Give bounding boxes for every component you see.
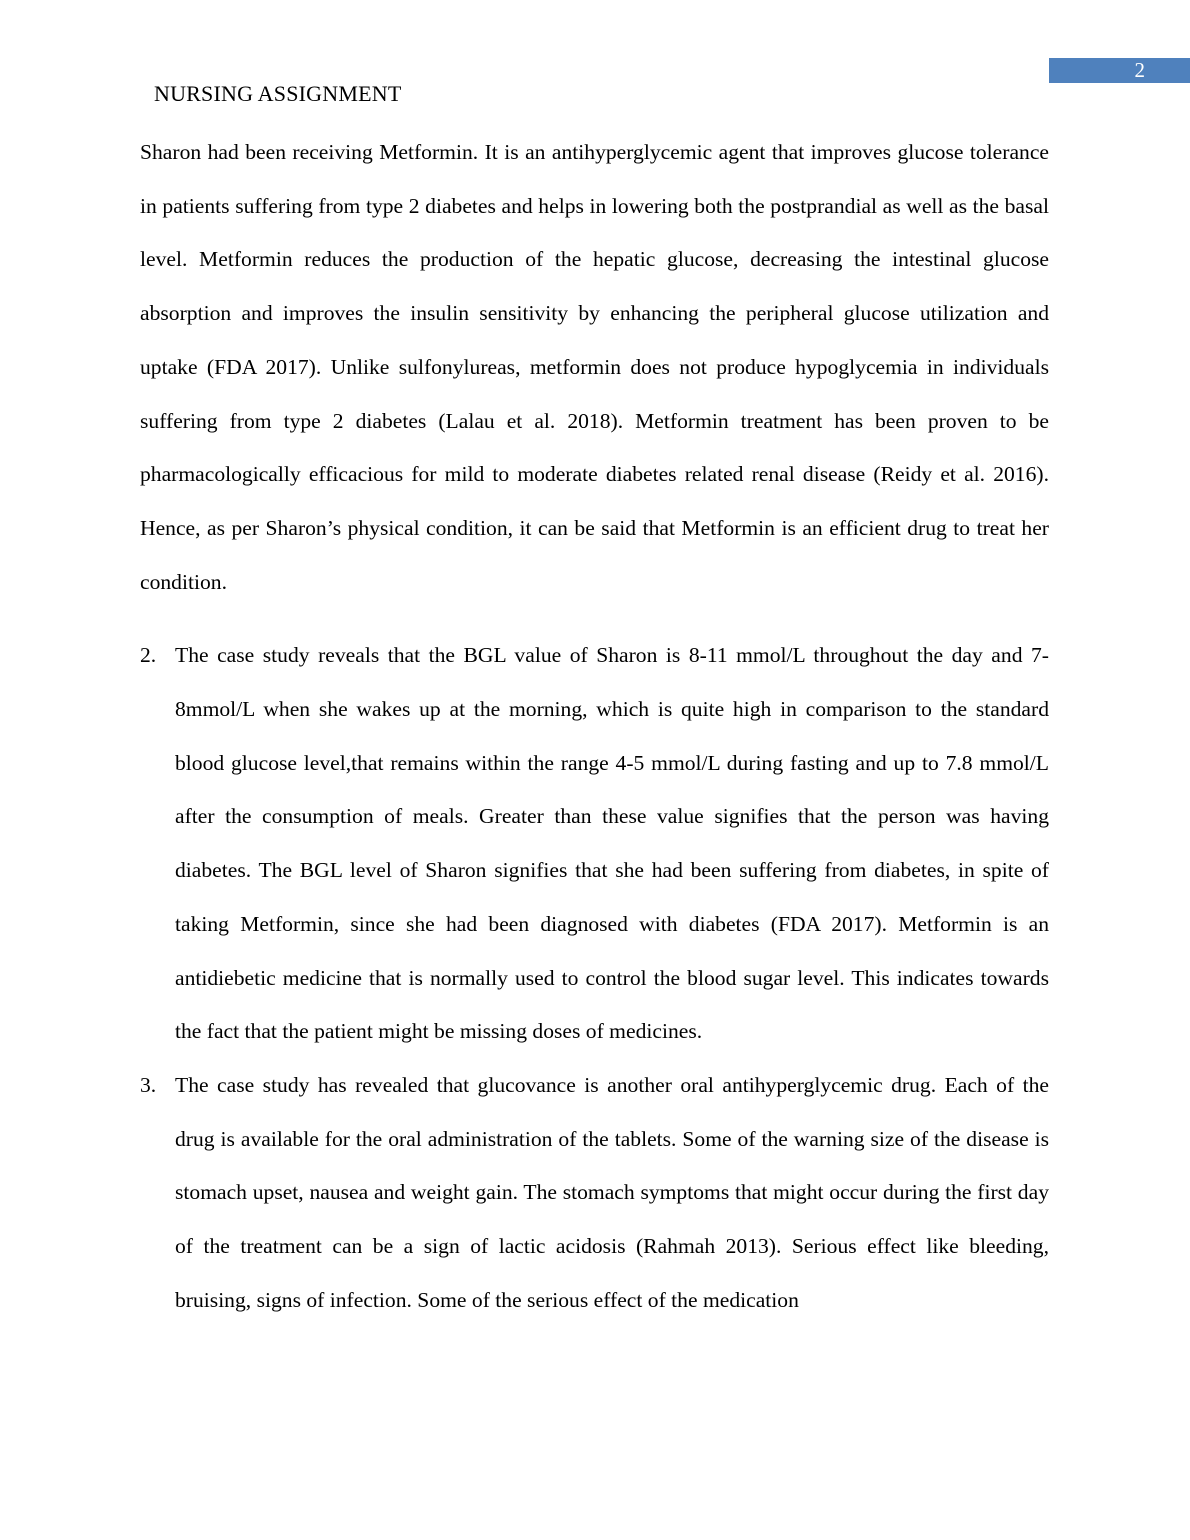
- list-item-number: 3.: [140, 1072, 157, 1097]
- document-body: [140, 126, 1049, 1327]
- list-item: [140, 1059, 1049, 1328]
- body-paragraph: Sharon had been receiving Metformin. It is an antihyperglycemic agent that improves glucose tolerance in patients suffering from type 2 diabetes and helps in lowering both the postprandial as well as the basal level. Metformin reduces the production of the hepatic glucose, decreasing the intestinal glucose absorption and improves the insulin sensitivity by enhancing the peripheral glucose utilization and uptake (FDA 2017). Unlike sulfonylureas, metformin does not produce hypoglycemia in individuals suffering from type 2 diabetes (Lalau et al. 2018). Metformin treatment has been proven to be pharmacologically efficacious for mild to moderate diabetes related renal disease (Reidy et al. 2016). Hence, as per Sharon’s physical condition, it can be said that Metformin is an efficient drug to treat her condition.: [140, 140, 1049, 594]
- numbered-list: [140, 629, 1049, 1327]
- page-number-badge: [1049, 58, 1190, 83]
- list-item: [140, 629, 1049, 1059]
- list-item-number: 2.: [140, 643, 157, 668]
- running-header-title: NURSING ASSIGNMENT: [154, 81, 402, 106]
- page-number: 2: [1134, 58, 1145, 82]
- list-item-text: The case study has revealed that glucovance is another oral antihyperglycemic drug. Each of the drug is available for the oral administration of the tablets. Some of the warning size of the disease is stomach upset, nausea and weight gain. The stomach symptoms that might occur during the first day of the treatment can be a sign of lactic acidosis (Rahmah 2013). Serious effect like bleeding, bruising, signs of infection. Some of the serious effect of the medication: [175, 1072, 1049, 1312]
- list-item-text: The case study reveals that the BGL value of Sharon is 8-11 mmol/L throughout the day and 7-8mmol/L when she wakes up at the morning, which is quite high in comparison to the standard blood glucose level,that remains within the range 4-5 mmol/L during fasting and up to 7.8 mmol/L after the consumption of meals. Greater than these value signifies that the person was having diabetes. The BGL level of Sharon signifies that she had been suffering from diabetes, in spite of taking Metformin, since she had been diagnosed with diabetes (FDA 2017). Metformin is an antidiebetic medicine that is normally used to control the blood sugar level. This indicates towards the fact that the patient might be missing doses of medicines.: [175, 643, 1049, 1044]
